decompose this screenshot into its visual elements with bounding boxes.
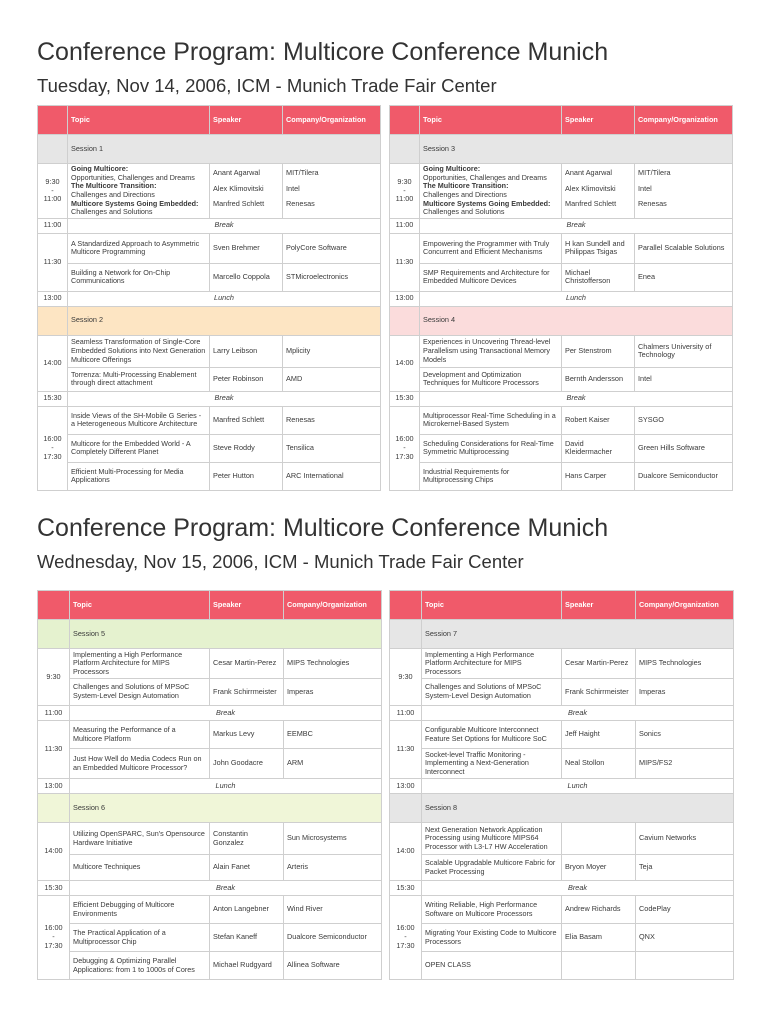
time-cell: 16:00 - 17:30 bbox=[38, 406, 68, 490]
session-corner bbox=[390, 794, 422, 823]
header-company: Company/Organization bbox=[283, 106, 381, 135]
session-row bbox=[38, 135, 381, 164]
break-label: Break bbox=[420, 218, 733, 233]
day2-title: Conference Program: Multicore Conference Munich bbox=[37, 514, 609, 542]
topic-cell: Configurable Multicore Interconnect Feature Set Options for Multicore SoC bbox=[422, 721, 562, 749]
session-title: Session 6 bbox=[70, 794, 382, 823]
break-row bbox=[38, 779, 382, 794]
time-cell: 15:30 bbox=[390, 881, 422, 896]
speaker-cell: Alain Fanet bbox=[210, 855, 284, 881]
company-cell: Sonics bbox=[636, 721, 734, 749]
speaker-cell: Jeff Haight bbox=[562, 721, 636, 749]
header-company: Company/Organization bbox=[284, 591, 382, 620]
program-table bbox=[37, 590, 382, 980]
speaker-name: Anant Agarwal bbox=[213, 168, 261, 177]
table-header bbox=[390, 591, 734, 620]
company-cell bbox=[636, 952, 734, 980]
table-row bbox=[390, 164, 733, 219]
company-cell: MIPS Technologies bbox=[636, 649, 734, 679]
header-speaker: Speaker bbox=[210, 106, 283, 135]
day2-subtitle: Wednesday, Nov 15, 2006, ICM - Munich Trade Fair Center bbox=[37, 551, 524, 572]
header-topic: Topic bbox=[420, 106, 562, 135]
speaker-cell: H kan Sundell and Philippas Tsigas bbox=[562, 233, 635, 263]
talk-subtitle: Challenges and Directions bbox=[423, 189, 507, 199]
company-cell: QNX bbox=[636, 924, 734, 952]
time-cell: 14:00 bbox=[390, 823, 422, 881]
session-corner bbox=[390, 306, 420, 335]
table-row bbox=[390, 335, 733, 367]
table-row bbox=[38, 164, 381, 219]
company-cell: ARM bbox=[284, 749, 382, 779]
header-company: Company/Organization bbox=[635, 106, 733, 135]
topic-cell: Migrating Your Existing Code to Multicore Processors bbox=[422, 924, 562, 952]
time-cell: 15:30 bbox=[390, 391, 420, 406]
company-cell: Intel bbox=[635, 367, 733, 391]
topic-cell: Socket-level Traffic Monitoring - Implementing a Next-Generation Interconnect bbox=[422, 749, 562, 779]
company-cell bbox=[635, 164, 733, 219]
session-title: Session 2 bbox=[68, 306, 381, 335]
time-cell: 11:30 bbox=[390, 233, 420, 291]
company-cell: Teja bbox=[636, 855, 734, 881]
talk-title: Multicore Systems Going Embedded: bbox=[71, 198, 199, 208]
company-cell: EEMBC bbox=[284, 721, 382, 749]
table-row bbox=[38, 896, 382, 924]
company-cell: Allinea Software bbox=[284, 952, 382, 980]
time-cell: 16:00 - 17:30 bbox=[390, 896, 422, 980]
time-cell: 13:00 bbox=[390, 779, 422, 794]
time-cell: 9:30 bbox=[390, 649, 422, 706]
table-row bbox=[38, 749, 382, 779]
table-row bbox=[390, 855, 734, 881]
session-row bbox=[38, 794, 382, 823]
topic-cell: Multicore Techniques bbox=[70, 855, 210, 881]
break-label: Lunch bbox=[420, 291, 733, 306]
table-row bbox=[390, 367, 733, 391]
topic-cell: Multiprocessor Real-Time Scheduling in a Microkernel-Based System bbox=[420, 406, 562, 434]
table-row bbox=[390, 434, 733, 462]
topic-cell: Efficient Debugging of Multicore Environments bbox=[70, 896, 210, 924]
table-row bbox=[390, 896, 734, 924]
break-label: Lunch bbox=[70, 779, 382, 794]
time-cell: 11:00 bbox=[390, 706, 422, 721]
speaker-name: Alex Klimovitski bbox=[213, 183, 264, 193]
speaker-cell: Bernth Andersson bbox=[562, 367, 635, 391]
table-row bbox=[390, 679, 734, 706]
speaker-cell bbox=[210, 164, 283, 219]
break-row bbox=[38, 391, 381, 406]
speaker-cell: Michael Rudgyard bbox=[210, 952, 284, 980]
table-row bbox=[38, 462, 381, 490]
company-cell: STMicroelectronics bbox=[283, 263, 381, 291]
speaker-cell: Sven Brehmer bbox=[210, 233, 283, 263]
company-cell: Imperas bbox=[284, 679, 382, 706]
header-speaker: Speaker bbox=[562, 591, 636, 620]
speaker-cell: Frank Schirrmeister bbox=[210, 679, 284, 706]
company-cell: Green Hills Software bbox=[635, 434, 733, 462]
break-label: Break bbox=[422, 881, 734, 896]
topic-cell: Industrial Requirements for Multiprocessing Chips bbox=[420, 462, 562, 490]
company-cell: Tensilica bbox=[283, 434, 381, 462]
speaker-name: Manfred Schlett bbox=[213, 199, 265, 209]
company-cell: Imperas bbox=[636, 679, 734, 706]
topic-cell: Scalable Upgradable Multicore Fabric for Packet Processing bbox=[422, 855, 562, 881]
company-cell: ARC International bbox=[283, 462, 381, 490]
time-cell: 11:00 bbox=[390, 218, 420, 233]
speaker-cell: Markus Levy bbox=[210, 721, 284, 749]
break-row bbox=[390, 779, 734, 794]
company-cell: MIPS Technologies bbox=[284, 649, 382, 679]
talk-title: Multicore Systems Going Embedded: bbox=[423, 198, 551, 208]
talk-subtitle: Opportunities, Challenges and Dreams bbox=[423, 172, 547, 182]
header-topic: Topic bbox=[70, 591, 210, 620]
table-row bbox=[38, 263, 381, 291]
talk-title: Going Multicore: bbox=[423, 164, 481, 173]
time-cell: 11:30 bbox=[38, 721, 70, 779]
program-table bbox=[389, 590, 734, 980]
table-row bbox=[38, 233, 381, 263]
topic-cell: Debugging & Optimizing Parallel Applications: from 1 to 1000s of Cores bbox=[70, 952, 210, 980]
talk-title: The Multicore Transition: bbox=[423, 181, 509, 191]
company-name: Renesas bbox=[638, 199, 667, 209]
session-row bbox=[390, 135, 733, 164]
speaker-cell: Frank Schirrmeister bbox=[562, 679, 636, 706]
talk-subtitle: Challenges and Solutions bbox=[71, 207, 153, 217]
speaker-name: Manfred Schlett bbox=[565, 199, 617, 209]
speaker-cell: John Goodacre bbox=[210, 749, 284, 779]
time-cell: 14:00 bbox=[390, 335, 420, 391]
table-header bbox=[390, 106, 733, 135]
topic-cell: Empowering the Programmer with Truly Concurrent and Efficient Mechanisms bbox=[420, 233, 562, 263]
day1-title: Conference Program: Multicore Conference Munich bbox=[37, 38, 609, 66]
table-row bbox=[38, 721, 382, 749]
speaker-cell: David Kleidermacher bbox=[562, 434, 635, 462]
table-row bbox=[38, 952, 382, 980]
talk-subtitle: Challenges and Directions bbox=[71, 189, 155, 199]
topic-cell: Writing Reliable, High Performance Software on Multicore Processors bbox=[422, 896, 562, 924]
company-name: MIT/Tilera bbox=[638, 168, 671, 177]
break-row bbox=[390, 218, 733, 233]
break-row bbox=[390, 391, 733, 406]
time-cell: 9:30 - 11:00 bbox=[38, 164, 68, 219]
table-row bbox=[390, 721, 734, 749]
session-corner bbox=[390, 135, 420, 164]
speaker-cell: Per Stenstrom bbox=[562, 335, 635, 367]
table-row bbox=[390, 233, 733, 263]
speaker-cell: Manfred Schlett bbox=[210, 406, 283, 434]
topic-cell bbox=[420, 164, 562, 219]
topic-cell: Measuring the Performance of a Multicore Platform bbox=[70, 721, 210, 749]
break-row bbox=[390, 291, 733, 306]
session-row bbox=[390, 620, 734, 649]
company-cell: Chalmers University of Technology bbox=[635, 335, 733, 367]
program-table bbox=[37, 105, 381, 491]
break-label: Lunch bbox=[422, 779, 734, 794]
table-row bbox=[390, 749, 734, 779]
topic-cell: Next Generation Network Application Processing using Multicore MIPS64 Processor with L3-L7 HW Acceleration bbox=[422, 823, 562, 855]
topic-cell: SMP Requirements and Architecture for Embedded Multicore Devices bbox=[420, 263, 562, 291]
speaker-cell: Bryon Moyer bbox=[562, 855, 636, 881]
speaker-name: Anant Agarwal bbox=[565, 168, 613, 177]
company-cell: Cavium Networks bbox=[636, 823, 734, 855]
header-corner bbox=[390, 591, 422, 620]
topic-cell: Multicore for the Embedded World - A Completely Different Planet bbox=[68, 434, 210, 462]
session-corner bbox=[38, 794, 70, 823]
time-cell: 15:30 bbox=[38, 391, 68, 406]
session-row bbox=[38, 306, 381, 335]
topic-cell: Challenges and Solutions of MPSoC System-Level Design Automation bbox=[422, 679, 562, 706]
topic-cell: Implementing a High Performance Platform Architecture for MIPS Processors bbox=[70, 649, 210, 679]
day1-subtitle: Tuesday, Nov 14, 2006, ICM - Munich Trade Fair Center bbox=[37, 75, 497, 96]
company-cell: PolyCore Software bbox=[283, 233, 381, 263]
table-row bbox=[38, 367, 381, 391]
speaker-cell: Marcello Coppola bbox=[210, 263, 283, 291]
topic-cell: OPEN CLASS bbox=[422, 952, 562, 980]
speaker-cell: Michael Christofferson bbox=[562, 263, 635, 291]
company-name: Intel bbox=[638, 183, 652, 193]
speaker-cell: Peter Robinson bbox=[210, 367, 283, 391]
topic-cell: Just How Well do Media Codecs Run on an Embedded Multicore Processor? bbox=[70, 749, 210, 779]
header-corner bbox=[38, 591, 70, 620]
company-cell: Parallel Scalable Solutions bbox=[635, 233, 733, 263]
talk-title: The Multicore Transition: bbox=[71, 181, 157, 191]
table-row bbox=[38, 406, 381, 434]
speaker-cell: Anton Langebner bbox=[210, 896, 284, 924]
header-speaker: Speaker bbox=[562, 106, 635, 135]
company-cell: MIPS/FS2 bbox=[636, 749, 734, 779]
table-row bbox=[390, 406, 733, 434]
break-label: Break bbox=[70, 706, 382, 721]
break-row bbox=[38, 291, 381, 306]
speaker-cell bbox=[562, 952, 636, 980]
time-cell: 11:30 bbox=[38, 233, 68, 291]
session-corner bbox=[390, 620, 422, 649]
company-cell: Enea bbox=[635, 263, 733, 291]
break-row bbox=[38, 218, 381, 233]
break-row bbox=[390, 881, 734, 896]
topic-cell: Implementing a High Performance Platform Architecture for MIPS Processors bbox=[422, 649, 562, 679]
company-cell: Renesas bbox=[283, 406, 381, 434]
session-title: Session 4 bbox=[420, 306, 733, 335]
talk-title: Going Multicore: bbox=[71, 164, 129, 173]
time-cell: 16:00 - 17:30 bbox=[38, 896, 70, 980]
session-title: Session 8 bbox=[422, 794, 734, 823]
topic-cell: Torrenza: Multi-Processing Enablement through direct attachment bbox=[68, 367, 210, 391]
table-row bbox=[38, 679, 382, 706]
break-label: Break bbox=[420, 391, 733, 406]
speaker-cell: Cesar Martin-Perez bbox=[210, 649, 284, 679]
program-table bbox=[389, 105, 733, 491]
table-row bbox=[38, 924, 382, 952]
company-cell: AMD bbox=[283, 367, 381, 391]
speaker-cell: Andrew Richards bbox=[562, 896, 636, 924]
session-row bbox=[390, 306, 733, 335]
header-corner bbox=[38, 106, 68, 135]
company-cell: SYSGO bbox=[635, 406, 733, 434]
break-row bbox=[38, 706, 382, 721]
time-cell: 14:00 bbox=[38, 335, 68, 391]
table-row bbox=[38, 434, 381, 462]
table-row bbox=[390, 924, 734, 952]
speaker-cell: Neal Stollon bbox=[562, 749, 636, 779]
time-cell: 13:00 bbox=[38, 291, 68, 306]
speaker-cell: Steve Roddy bbox=[210, 434, 283, 462]
speaker-name: Alex Klimovitski bbox=[565, 183, 616, 193]
time-cell: 11:00 bbox=[38, 218, 68, 233]
break-row bbox=[390, 706, 734, 721]
company-name: MIT/Tilera bbox=[286, 168, 319, 177]
session-corner bbox=[38, 306, 68, 335]
topic-cell: Seamless Transformation of Single-Core Embedded Solutions into Next Generation Multicore Offerings bbox=[68, 335, 210, 367]
table-row bbox=[38, 855, 382, 881]
speaker-cell: Larry Leibson bbox=[210, 335, 283, 367]
break-row bbox=[38, 881, 382, 896]
session-row bbox=[38, 620, 382, 649]
header-speaker: Speaker bbox=[210, 591, 284, 620]
topic-cell: Inside Views of the SH-Mobile G Series - a Heterogeneous Multicore Architecture bbox=[68, 406, 210, 434]
time-cell: 13:00 bbox=[38, 779, 70, 794]
time-cell: 16:00 - 17:30 bbox=[390, 406, 420, 490]
session-title: Session 3 bbox=[420, 135, 733, 164]
session-corner bbox=[38, 620, 70, 649]
table-row bbox=[390, 649, 734, 679]
company-cell: Dualcore Semiconductor bbox=[284, 924, 382, 952]
speaker-cell: Peter Hutton bbox=[210, 462, 283, 490]
header-company: Company/Organization bbox=[636, 591, 734, 620]
session-corner bbox=[38, 135, 68, 164]
company-cell: Sun Microsystems bbox=[284, 823, 382, 855]
speaker-cell: Cesar Martin-Perez bbox=[562, 649, 636, 679]
break-label: Break bbox=[70, 881, 382, 896]
time-cell: 13:00 bbox=[390, 291, 420, 306]
break-label: Lunch bbox=[68, 291, 381, 306]
table-header bbox=[38, 106, 381, 135]
session-row bbox=[390, 794, 734, 823]
time-cell: 14:00 bbox=[38, 823, 70, 881]
time-cell: 15:30 bbox=[38, 881, 70, 896]
table-row bbox=[390, 823, 734, 855]
talk-subtitle: Opportunities, Challenges and Dreams bbox=[71, 172, 195, 182]
time-cell: 11:30 bbox=[390, 721, 422, 779]
topic-cell: Building a Network for On-Chip Communications bbox=[68, 263, 210, 291]
speaker-cell: Stefan Kaneff bbox=[210, 924, 284, 952]
table-row bbox=[38, 649, 382, 679]
company-name: Renesas bbox=[286, 199, 315, 209]
table-row bbox=[390, 952, 734, 980]
speaker-cell: Hans Carper bbox=[562, 462, 635, 490]
speaker-cell: Elia Basam bbox=[562, 924, 636, 952]
time-cell: 11:00 bbox=[38, 706, 70, 721]
topic-cell: The Practical Application of a Multiprocessor Chip bbox=[70, 924, 210, 952]
session-title: Session 5 bbox=[70, 620, 382, 649]
company-name: Intel bbox=[286, 183, 300, 193]
table-header bbox=[38, 591, 382, 620]
topic-cell: Development and Optimization Techniques for Multicore Processors bbox=[420, 367, 562, 391]
company-cell: Mplicity bbox=[283, 335, 381, 367]
company-cell: Wind River bbox=[284, 896, 382, 924]
header-corner bbox=[390, 106, 420, 135]
speaker-cell bbox=[562, 164, 635, 219]
header-topic: Topic bbox=[68, 106, 210, 135]
company-cell bbox=[283, 164, 381, 219]
speaker-cell bbox=[562, 823, 636, 855]
company-cell: CodePlay bbox=[636, 896, 734, 924]
company-cell: Dualcore Semiconductor bbox=[635, 462, 733, 490]
header-topic: Topic bbox=[422, 591, 562, 620]
topic-cell: Scheduling Considerations for Real-Time Symmetric Multiprocessing bbox=[420, 434, 562, 462]
time-cell: 9:30 - 11:00 bbox=[390, 164, 420, 219]
topic-cell bbox=[68, 164, 210, 219]
session-title: Session 1 bbox=[68, 135, 381, 164]
table-row bbox=[38, 823, 382, 855]
table-row bbox=[390, 263, 733, 291]
break-label: Break bbox=[68, 391, 381, 406]
topic-cell: A Standardized Approach to Asymmetric Multicore Programming bbox=[68, 233, 210, 263]
session-title: Session 7 bbox=[422, 620, 734, 649]
break-label: Break bbox=[68, 218, 381, 233]
break-label: Break bbox=[422, 706, 734, 721]
company-cell: Arteris bbox=[284, 855, 382, 881]
topic-cell: Experiences in Uncovering Thread-level Parallelism using Transactional Memory Models bbox=[420, 335, 562, 367]
topic-cell: Challenges and Solutions of MPSoC System-Level Design Automation bbox=[70, 679, 210, 706]
talk-subtitle: Challenges and Solutions bbox=[423, 207, 505, 217]
table-row bbox=[390, 462, 733, 490]
speaker-cell: Constantin Gonzalez bbox=[210, 823, 284, 855]
table-row bbox=[38, 335, 381, 367]
time-cell: 9:30 bbox=[38, 649, 70, 706]
topic-cell: Efficient Multi-Processing for Media Applications bbox=[68, 462, 210, 490]
speaker-cell: Robert Kaiser bbox=[562, 406, 635, 434]
topic-cell: Utilizing OpenSPARC, Sun's Opensource Hardware Initiative bbox=[70, 823, 210, 855]
